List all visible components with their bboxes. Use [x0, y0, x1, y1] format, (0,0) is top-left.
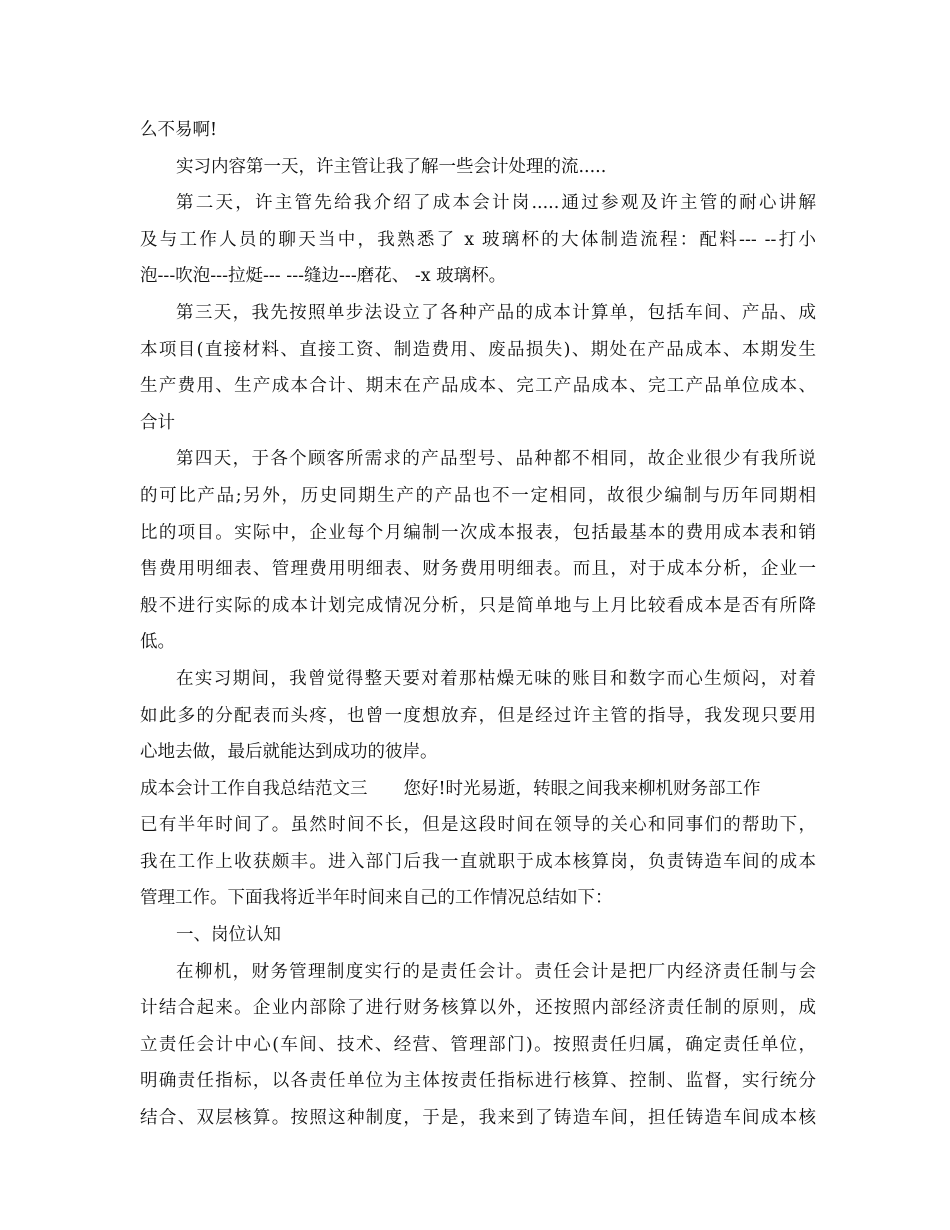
paragraph-line: 如此多的分配表而头疼，也曾一度想放弃，但是经过许主管的指导，我发现只要用 — [140, 705, 816, 726]
paragraph-line: 的可比产品;另外，历史同期生产的产品也不一定相同，故很少编制与历年同期相 — [140, 485, 816, 506]
paragraph-line: 立责任会计中心(车间、技术、经营、管理部门)。按照责任归属，确定责任单位， — [140, 1034, 816, 1055]
paragraph-line: 合计 — [140, 412, 175, 433]
paragraph-line: 实习内容第一天，许主管让我了解一些会计处理的流..... — [176, 156, 607, 177]
section-heading-line — [140, 771, 816, 808]
paragraph-line: 管理工作。下面我将近半年时间来自己的工作情况总结如下： — [140, 888, 613, 909]
paragraph-line: 般不进行实际的成本计划完成情况分析，只是简单地与上月比较看成本是否有所降 — [140, 595, 816, 616]
paragraph-line: 低。 — [140, 632, 175, 653]
paragraph-line: 及与工作人员的聊天当中，我熟悉了 x 玻璃杯的大体制造流程：配料--- --打小 — [140, 229, 816, 250]
paragraph-line: 比的项目。实际中，企业每个月编制一次成本报表，包括最基本的费用成本表和销 — [140, 522, 816, 543]
paragraph-line: 第三天，我先按照单步法设立了各种产品的成本计算单，包括车间、产品、成 — [176, 302, 816, 323]
paragraph-line: 第二天，许主管先给我介绍了成本会计岗.....通过参观及许主管的耐心讲解 — [176, 193, 816, 214]
paragraph-line: 我在工作上收获颇丰。进入部门后我一直就职于成本核算岗，负责铸造车间的成本 — [140, 851, 816, 872]
section-opening-text: 您好!时光易逝，转眼之间我来柳机财务部工作 — [403, 778, 761, 799]
paragraph-line: 心地去做，最后就能达到成功的彼岸。 — [140, 742, 438, 763]
paragraph-line: 计结合起来。企业内部除了进行财务核算以外，还按照内部经济责任制的原则，成 — [140, 998, 816, 1019]
subheading: 一、岗位认知 — [176, 925, 281, 946]
paragraph-line: 明确责任指标，以各责任单位为主体按责任指标进行核算、控制、监督，实行统分 — [140, 1071, 816, 1092]
paragraph-line: 售费用明细表、管理费用明细表、财务费用明细表。而且，对于成本分析，企业一 — [140, 559, 816, 580]
paragraph-line: 在实习期间，我曾觉得整天要对着那枯燥无味的账目和数字而心生烦闷，对着 — [176, 668, 816, 689]
paragraph-line: 结合、双层核算。按照这种制度，于是，我来到了铸造车间，担任铸造车间成本核 — [140, 1108, 816, 1129]
paragraph-line: 第四天，于各个顾客所需求的产品型号、品种都不相同，故企业很少有我所说 — [176, 449, 816, 470]
paragraph-line: 已有半年时间了。虽然时间不长，但是这段时间在领导的关心和同事们的帮助下， — [140, 815, 816, 836]
paragraph-line: 泡---吹泡---拉烶--- ---缝边---磨花、 -x 玻璃杯。 — [140, 266, 507, 287]
paragraph-line: 生产费用、生产成本合计、期末在产品成本、完工产品成本、完工产品单位成本、 — [140, 376, 816, 397]
paragraph-line: 在柳机，财务管理制度实行的是责任会计。责任会计是把厂内经济责任制与会 — [176, 961, 816, 982]
paragraph-line: 本项目(直接材料、直接工资、制造费用、废品损失)、期处在产品成本、本期发生 — [140, 339, 816, 360]
paragraph-line: 么不易啊! — [140, 120, 218, 140]
section-title: 成本会计工作自我总结范文三 — [140, 778, 368, 799]
document-body — [140, 112, 816, 1137]
